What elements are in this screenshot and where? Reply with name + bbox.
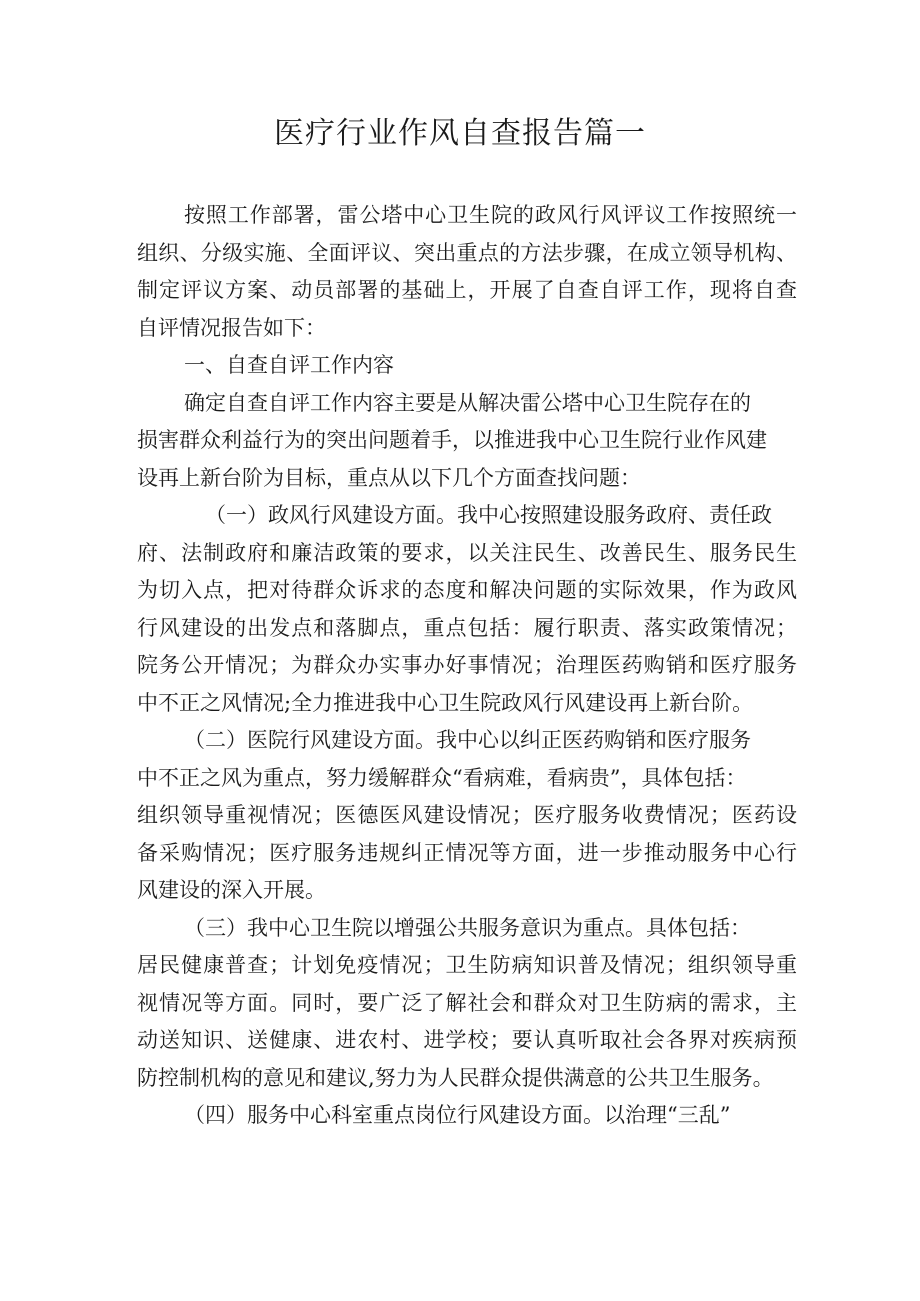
document-body bbox=[137, 197, 797, 1135]
body-line: 制定评议方案、动员部署的基础上，开展了自查自评工作，现将自查 bbox=[137, 278, 797, 302]
body-line: 组织、分级实施、全面评议、突出重点的方法步骤，在成立领导机构、 bbox=[137, 240, 797, 265]
document-title: 医疗行业作风自查报告篇一 bbox=[274, 116, 646, 151]
body-line: 组织领导重视情况；医德医风建设情况；医疗服务收费情况；医药设 bbox=[137, 803, 797, 827]
body-line: 居民健康普查；计划免疫情况；卫生防病知识普及情况；组织领导重 bbox=[137, 953, 797, 977]
body-line: 院务公开情况；为群众办实事办好事情况；治理医药购销和医疗服务 bbox=[137, 653, 797, 677]
body-line: 府、法制政府和廉洁政策的要求，以关注民生、改善民生、服务民生 bbox=[137, 540, 797, 565]
body-line: 中不正之风为重点，努力缓解群众“看病难，看病贵”，具体包括： bbox=[137, 765, 747, 790]
body-line: 行风建设的出发点和落脚点，重点包括：履行职责、落实政策情况； bbox=[137, 615, 797, 640]
body-line: （二）医院行风建设方面。我中心以纠正医药购销和医疗服务 bbox=[184, 728, 751, 752]
body-line: 备采购情况；医疗服务违规纠正情况等方面，进一步推动服务中心行 bbox=[137, 840, 797, 865]
body-line: 防控制机构的意见和建议,努力为人民群众提供满意的公共卫生服务。 bbox=[137, 1065, 774, 1090]
section-heading: 一、自查自评工作内容 bbox=[184, 353, 394, 377]
body-line: 视情况等方面。同时，要广泛了解社会和群众对卫生防病的需求，主 bbox=[137, 990, 797, 1015]
body-line: 风建设的深入开展。 bbox=[137, 878, 326, 902]
body-line: （四）服务中心科室重点岗位行风建设方面。以治理“三乱” bbox=[184, 1103, 731, 1127]
body-line: 确定自查自评工作内容主要是从解决雷公塔中心卫生院存在的 bbox=[184, 390, 751, 415]
body-line: 按照工作部署，雷公塔中心卫生院的政风行风评议工作按照统一 bbox=[184, 203, 797, 227]
body-line: 动送知识、送健康、进农村、进学校；要认真听取社会各界对疾病预 bbox=[137, 1028, 797, 1052]
body-line: （一）政风行风建设方面。我中心按照建设服务政府、责任政 bbox=[205, 503, 772, 527]
body-line: 中不正之风情况;全力推进我中心卫生院政风行风建设再上新台阶。 bbox=[137, 690, 754, 715]
body-line: （三）我中心卫生院以增强公共服务意识为重点。具体包括： bbox=[184, 915, 751, 940]
body-line: 损害群众利益行为的突出问题着手，以推进我中心卫生院行业作风建 bbox=[137, 428, 767, 452]
body-line: 为切入点，把对待群众诉求的态度和解决问题的实际效果，作为政风 bbox=[137, 578, 797, 602]
body-line: 设再上新台阶为目标，重点从以下几个方面查找问题： bbox=[137, 465, 641, 490]
body-line: 自评情况报告如下： bbox=[137, 315, 326, 340]
